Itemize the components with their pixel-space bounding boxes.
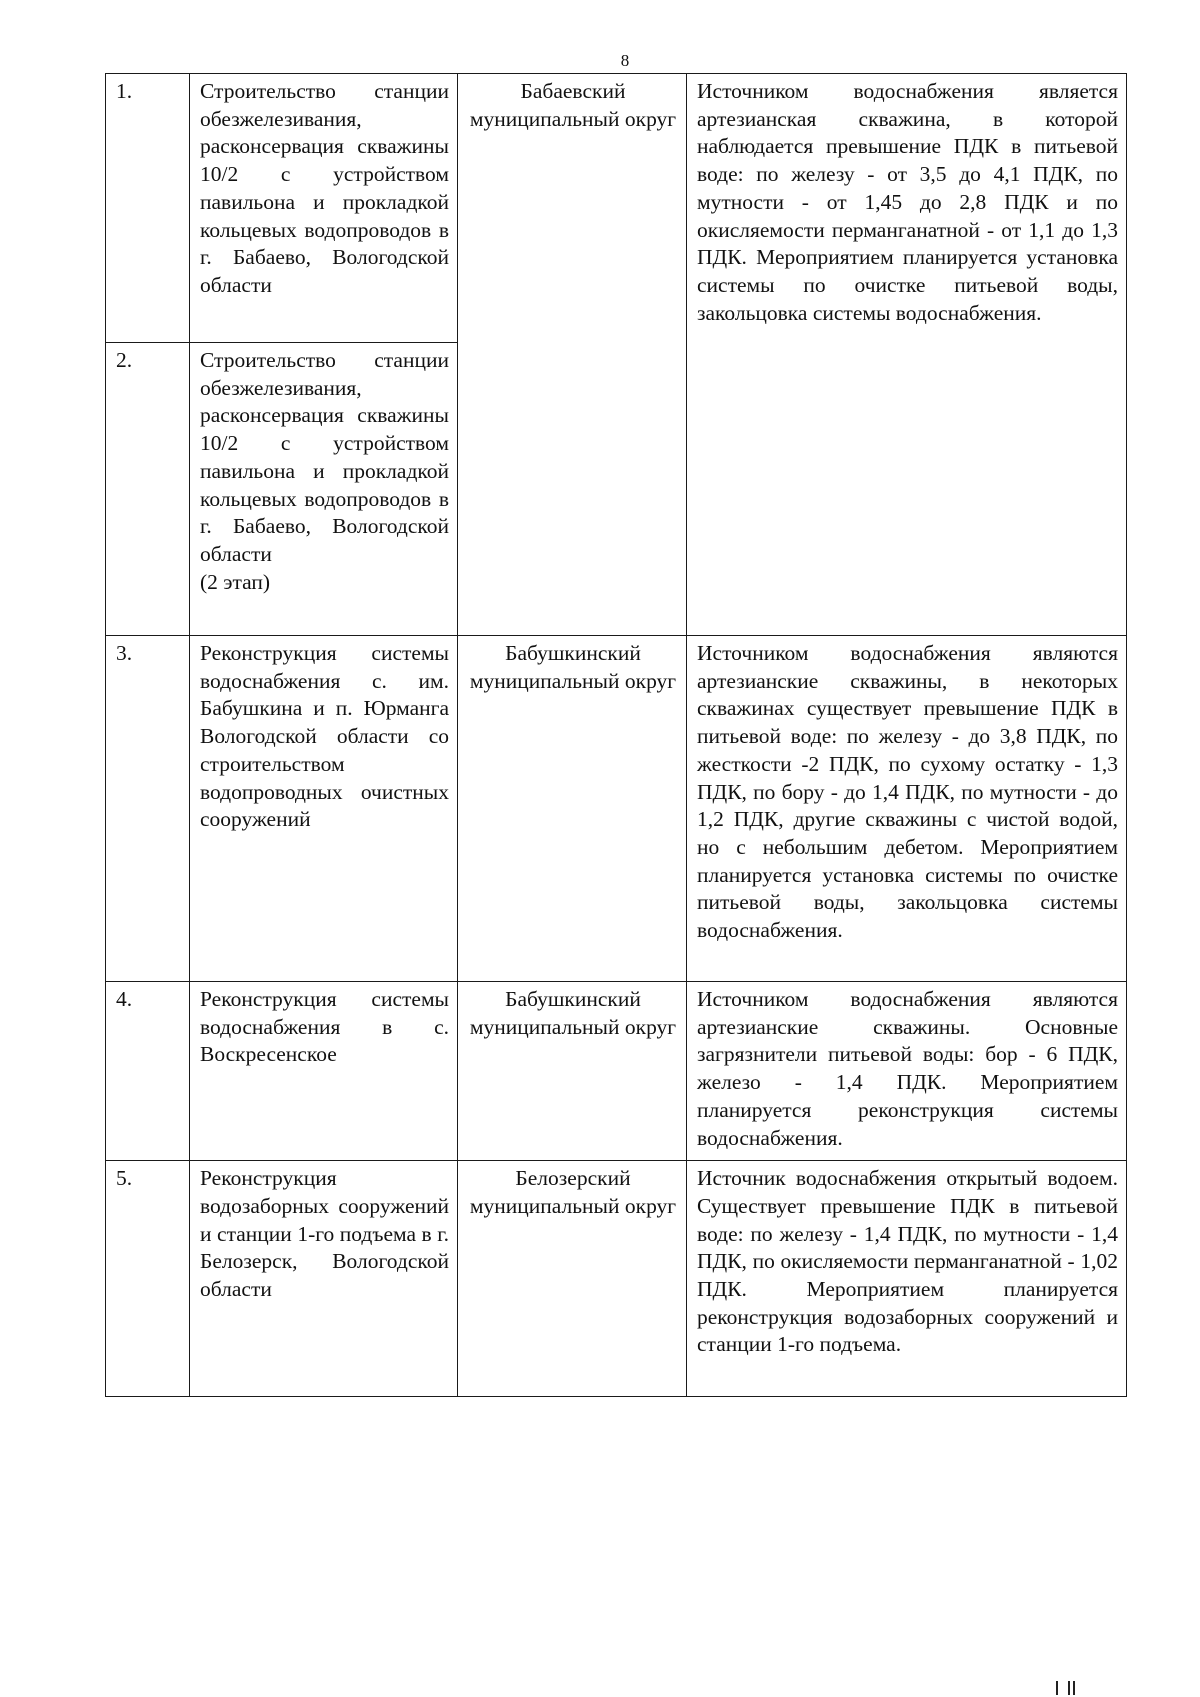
measure-name: Реконструкция системы водоснабжения с. им. Бабушкина и п. Юрманга Вологодской области со строительством водопроводных очистных сооружений (190, 636, 458, 982)
measure-description: Источник водоснабжения открытый водоем. Существует превышение ПДК в питьевой воде: по железу - 1,4 ПДК, по мутности - 1,4 ПДК, по окисляемости перманганатной - 1,02 ПДК. Мероприятием планируется реконструкция водозаборных сооружений и станции 1-го подъема. (687, 1161, 1127, 1397)
row-number: 4. (106, 982, 190, 1161)
table-row (106, 74, 1127, 343)
page-number: 8 (620, 51, 630, 70)
row-number: 1. (106, 74, 190, 343)
measure-name: Реконструкция системы водоснабжения в с. Воскресенское (190, 982, 458, 1161)
row-number: 2. (106, 343, 190, 636)
measures-table (105, 73, 1127, 1397)
measure-name: Строительство станции обезжелезивания, расконсервация скважины 10/2 с устройством павильона и прокладкой кольцевых водопроводов в г. Бабаево, Вологодской области (200, 348, 449, 566)
measure-name: Строительство станции обезжелезивания, расконсервация скважины 10/2 с устройством павильона и прокладкой кольцевых водопроводов в г. Бабаево, Вологодской области (190, 74, 458, 343)
district-name: Бабушкинский муниципальный округ (458, 636, 687, 982)
table-row (106, 1161, 1127, 1397)
district-name: Бабушкинский муниципальный округ (458, 982, 687, 1161)
measure-description: Источником водоснабжения является артезианская скважина, в которой наблюдается превышение ПДК в питьевой воде: по железу - от 3,5 до 4,1 ПДК, по мутности - от 1,45 до 2,8 ПДК и по окисляемости перманганатной - от 1,1 до 1,3 ПДК. Мероприятием планируется установка системы по очистке питьевой воды, закольцовка системы водоснабжения. (687, 74, 1127, 636)
table-row (106, 982, 1127, 1161)
measure-description: Источником водоснабжения являются артезианские скважины. Основные загрязнители питьевой воды: бор - 6 ПДК, железо - 1,4 ПДК. Мероприятием планируется реконструкция системы водоснабжения. (687, 982, 1127, 1161)
measure-name-cell (190, 343, 458, 636)
scan-mark-icon (1056, 1681, 1090, 1695)
district-name: Бабаевский муниципальный округ (458, 74, 687, 636)
table-row (106, 636, 1127, 982)
row-number: 5. (106, 1161, 190, 1397)
measure-name: Реконструкция водозаборных сооружений и станции 1-го подъема в г. Белозерск, Вологодской области (190, 1161, 458, 1397)
measure-description: Источником водоснабжения являются артезианские скважины, в некоторых скважинах существует превышение ПДК в питьевой воде: по железу - до 3,8 ПДК, по жесткости -2 ПДК, по сухому остатку - 1,3 ПДК, по бору - до 1,4 ПДК, по мутности - до 1,2 ПДК, другие скважины с чистой водой, но с небольшим дебетом. Мероприятием планируется установка системы по очистке питьевой воды, закольцовка системы водоснабжения. (687, 636, 1127, 982)
row-number: 3. (106, 636, 190, 982)
measure-stage: (2 этап) (200, 569, 271, 594)
district-name: Белозерский муниципальный округ (458, 1161, 687, 1397)
